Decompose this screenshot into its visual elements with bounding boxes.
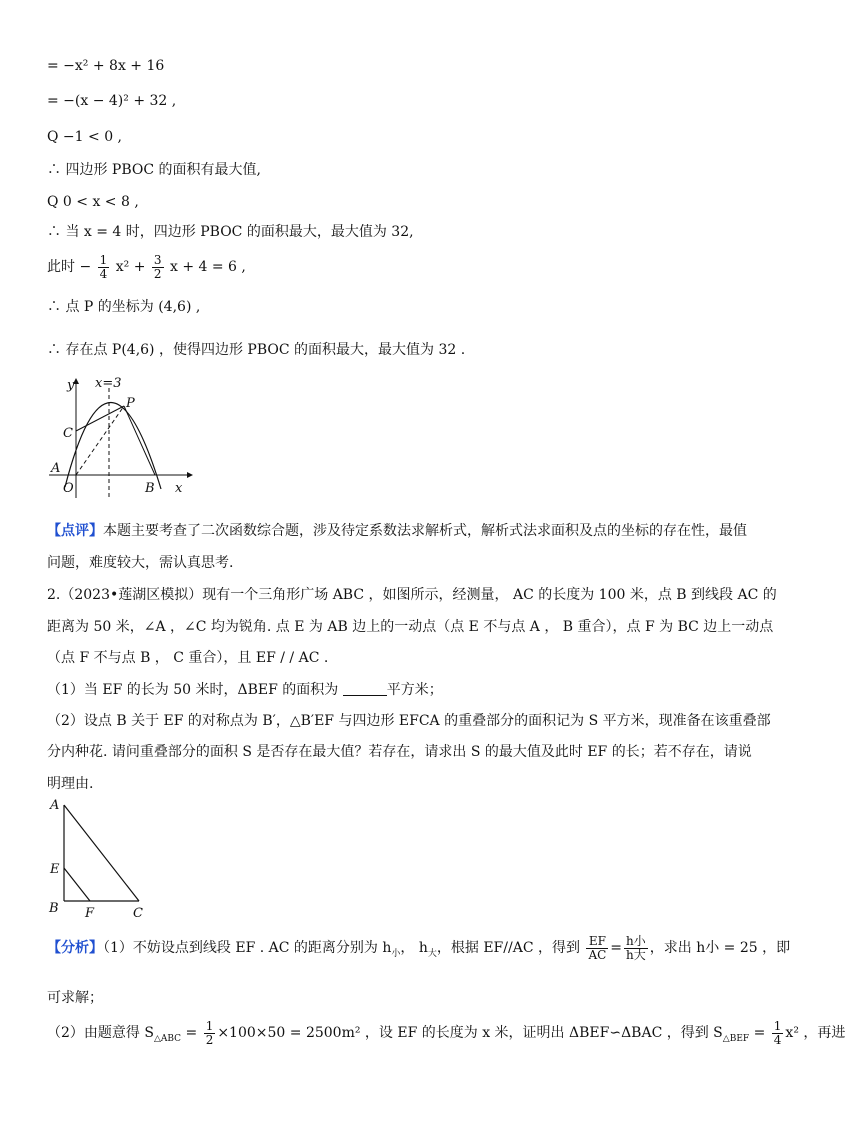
question-2-line-1: （2）设点 B 关于 EF 的对称点为 B′，△B′EF 与四边形 EFCA 的重叠部分的面积记为 S 平方米，现准备在该重叠部 bbox=[47, 713, 771, 729]
frac-den: h大 bbox=[626, 947, 646, 962]
frac-num: 3 bbox=[153, 252, 162, 267]
subscript-small: 小 bbox=[391, 948, 401, 959]
point-a-label: A bbox=[51, 461, 61, 476]
eq-line-1: = −x² + 8x + 16 bbox=[47, 58, 165, 74]
analysis-text-d: ，求出 h小 = 25 ，即 bbox=[649, 940, 791, 956]
eq-line-3: Q −1 < 0 , bbox=[47, 129, 123, 145]
problem-line-2: 距离为 50 米，∠A ，∠C 均为锐角. 点 E 为 AB 边上的一动点（点 E 不与点 A ， B 重合），点 F 为 BC 边上一动点 bbox=[47, 619, 774, 635]
equals-sign: = bbox=[753, 1025, 766, 1041]
subscript-bef: △BEF bbox=[722, 1033, 750, 1044]
fraction-one-quarter-b bbox=[772, 1020, 784, 1047]
frac-den: 4 bbox=[99, 266, 108, 281]
frac-den: 2 bbox=[205, 1032, 214, 1047]
question-1-text: （1）当 EF 的长为 50 米时，ΔBEF 的面积为 bbox=[47, 682, 339, 698]
vertex-b-label: B bbox=[49, 901, 59, 916]
parabola-figure bbox=[45, 372, 195, 502]
eq-line-7-text-b: x² + bbox=[115, 259, 146, 275]
analysis-line-3 bbox=[47, 1018, 845, 1054]
analysis-text-c: ，根据 EF//AC ，得到 bbox=[436, 940, 580, 956]
question-2-line-3: 明理由. bbox=[47, 776, 94, 792]
frac-num: 1 bbox=[99, 252, 108, 267]
symmetry-line-label: x=3 bbox=[95, 376, 122, 391]
frac-num: 1 bbox=[773, 1018, 782, 1033]
point-e-label: E bbox=[50, 862, 60, 877]
frac-den: 4 bbox=[773, 1032, 782, 1047]
point-p-label: P bbox=[126, 396, 135, 411]
point-b-label: B bbox=[145, 481, 155, 496]
answer-blank bbox=[343, 681, 387, 696]
eq-line-6: ∴ 当 x = 4 时，四边形 PBOC 的面积最大，最大值为 32, bbox=[47, 224, 414, 240]
frac-den: 2 bbox=[153, 266, 162, 281]
analysis-2-text-a: （2）由题意得 S bbox=[47, 1025, 154, 1041]
question-2-line-2: 分内种花. 请问重叠部分的面积 S 是否存在最大值？若存在，请求出 S 的最大值及此时 EF 的长；若不存在，请说 bbox=[47, 744, 752, 760]
point-f-label: F bbox=[85, 906, 95, 921]
fraction-one-half bbox=[204, 1020, 216, 1047]
eq-line-7-text-c: x + 4 = 6 , bbox=[169, 259, 246, 275]
question-1-unit: 平方米； bbox=[386, 682, 443, 698]
triangle-figure bbox=[45, 795, 155, 920]
fraction-ef-ac bbox=[586, 935, 608, 962]
eq-line-9: ∴ 存在点 P(4,6) ，使得四边形 PBOC 的面积最大，最大值为 32 . bbox=[47, 342, 466, 358]
frac-num: 1 bbox=[205, 1018, 214, 1033]
problem-line-3: （点 F 不与点 B ， C 重合），且 EF / / AC . bbox=[47, 650, 329, 666]
fraction-three-halves bbox=[152, 254, 164, 281]
eq-line-4: ∴ 四边形 PBOC 的面积有最大值, bbox=[47, 162, 261, 178]
frac-num: h小 bbox=[626, 933, 646, 948]
comment-line-2: 问题，难度较大，需认真思考. bbox=[47, 555, 234, 571]
subscript-large: 大 bbox=[427, 948, 437, 959]
fraction-one-quarter bbox=[98, 254, 110, 281]
analysis-line-1 bbox=[47, 933, 790, 969]
comment-line-1 bbox=[47, 521, 747, 541]
y-axis-label: y bbox=[67, 378, 75, 393]
fraction-h-ratio bbox=[624, 935, 648, 962]
eq-line-8: ∴ 点 P 的坐标为 (4,6) , bbox=[47, 299, 201, 315]
frac-num: EF bbox=[586, 935, 608, 949]
vertex-c-label: C bbox=[133, 906, 143, 921]
subscript-abc: △ABC bbox=[153, 1033, 182, 1044]
x-axis-label: x bbox=[175, 481, 183, 496]
point-o-label: O bbox=[63, 481, 74, 496]
eq-line-7-text-a: 此时 − bbox=[47, 259, 92, 275]
point-c-label: C bbox=[63, 426, 73, 441]
analysis-text-b: ， h bbox=[400, 940, 428, 956]
eq-line-5: Q 0 < x < 8 , bbox=[47, 194, 139, 210]
frac-den: AC bbox=[588, 947, 607, 962]
analysis-line-2: 可求解； bbox=[47, 990, 103, 1006]
problem-line-1: 2.（2023•莲湖区模拟）现有一个三角形广场 ABC ，如图所示，经测量， AC 的长度为 100 米，点 B 到线段 AC 的 bbox=[47, 587, 777, 603]
vertex-a-label: A bbox=[50, 798, 60, 813]
equals-sign: = bbox=[610, 940, 623, 956]
question-1 bbox=[47, 680, 443, 700]
analysis-2-text-c: x² ，再进 bbox=[785, 1025, 845, 1041]
equals-sign: = bbox=[185, 1025, 198, 1041]
analysis-2-text-b: ×100×50 = 2500m² ，设 EF 的长度为 x 米，证明出 ΔBEF∽ΔBAC ，得到 S bbox=[217, 1025, 723, 1041]
eq-line-2: = −(x − 4)² + 32 , bbox=[47, 93, 177, 109]
comment-text: 本题主要考查了二次函数综合题，涉及待定系数法求解析式，解析式法求面积及点的坐标的存在性，最值 bbox=[103, 523, 747, 539]
analysis-tag: 【分析】 bbox=[47, 940, 103, 956]
eq-line-7 bbox=[47, 252, 246, 282]
comment-tag: 【点评】 bbox=[47, 523, 103, 539]
analysis-text-a: （1）不妨设点到线段 EF . AC 的距离分别为 h bbox=[103, 940, 392, 956]
